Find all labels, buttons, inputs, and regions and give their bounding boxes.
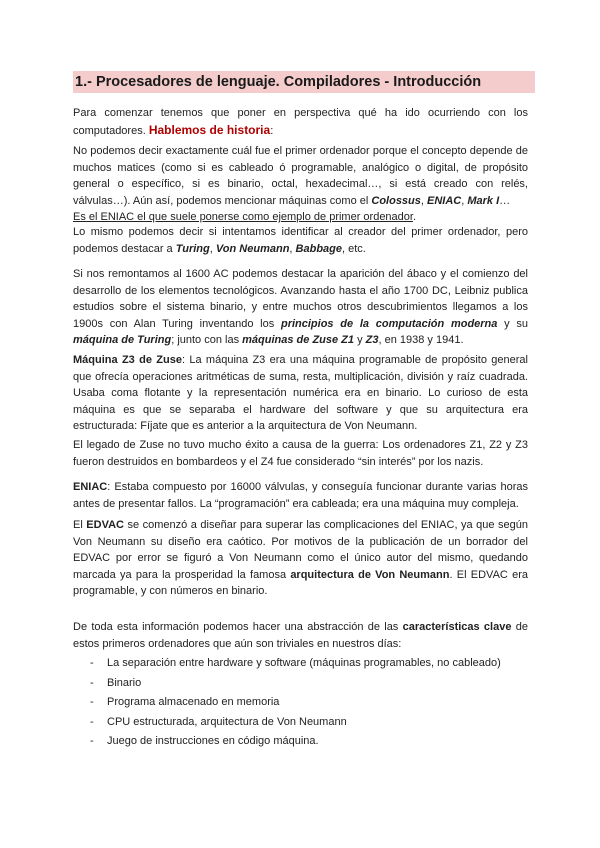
summary-end: de estos primeros ordenadores que aún son triviales en nuestros días: — [73, 621, 528, 650]
edvac-term: EDVAC — [86, 519, 124, 531]
creator-end: , etc. — [342, 242, 366, 255]
paragraph-first-computer — [73, 143, 528, 226]
list-item-text: Binario — [107, 676, 142, 689]
history-sep: ; junto con las — [171, 334, 243, 347]
paragraph-creator — [73, 224, 528, 257]
paragraph-eniac — [73, 479, 528, 512]
period: . — [412, 211, 417, 224]
list-item-text: La separación entre hardware y software (máquinas programables, no cableado) — [107, 657, 501, 669]
history-sep: y su — [497, 317, 528, 330]
vonneumann-term: Von Neumann — [215, 242, 290, 255]
zuse-machines-term: máquinas de Zuse Z1 — [242, 334, 355, 347]
mark-term: Mark I — [467, 194, 500, 207]
paragraph-z3 — [73, 352, 528, 435]
turing-term: Turing — [175, 242, 210, 255]
eniac-text: : Estaba compuesto por 16000 válvulas, y conseguía funcionar durante varias horas antes de presentar fallos. La “programación” era cableada; era una máquina muy compleja. — [73, 481, 528, 510]
sep: , — [209, 242, 216, 255]
sep: , — [289, 242, 296, 255]
page-title: 1.- Procesadores de lenguaje. Compiladores - Introducción — [73, 71, 535, 93]
sep: , — [461, 194, 468, 207]
ellipsis: … — [499, 194, 511, 207]
intro-end: : — [270, 124, 274, 137]
eniac-label: ENIAC — [73, 481, 108, 493]
list-item — [73, 655, 528, 675]
edvac-prefix: El — [73, 519, 87, 531]
list-dash: - — [90, 696, 94, 709]
eniac-term: ENIAC — [427, 194, 462, 207]
list-item-text: CPU estructurada, arquitectura de Von Neumann — [107, 715, 347, 728]
paragraph-history — [73, 266, 528, 349]
list-item — [73, 733, 528, 753]
list-item — [73, 714, 528, 734]
list-dash: - — [90, 735, 94, 748]
paragraph-zuse-legacy — [73, 437, 528, 470]
principios-term: principios de la computación moderna — [280, 317, 498, 330]
key-features-list — [73, 655, 528, 753]
z3-term: Z3 — [365, 334, 379, 347]
list-item — [73, 675, 528, 695]
history-highlight: Hablemos de historia — [148, 122, 271, 137]
first-computer-text: No podemos decir exactamente cuál fue el primer ordenador porque el concepto depende de muchos matices (como si es cableado ó programable, analógico o digital, de propósito general o específico, si es binario, octal, hexadecimal…, si está creado con relés, válvulas…). Aún así, podemos mencionar máquinas como el — [73, 145, 528, 207]
list-item-text: Juego de instrucciones en código máquina. — [107, 735, 319, 748]
paragraph-intro — [73, 105, 528, 139]
z3-text: : La máquina Z3 era una máquina programable de propósito general que ofrecía operaciones aritméticas de suma, resta, multiplicación, división y raíz cuadrada. Usaba coma flotante y la representación numérica era en binario. Lo curioso de esta máquina es que se separaba el hardware del software y que su arquitectura era estructurada: Fíjate que es anterior a la arquitectura de Von Neumann. — [73, 354, 528, 433]
edvac-end: . El EDVAC era programable, y con números en binario. — [73, 568, 528, 598]
z3-label: Máquina Z3 de Zuse — [73, 354, 182, 366]
list-item — [73, 694, 528, 714]
intro-text: Para comenzar tenemos que poner en perspectiva qué ha ido ocurriendo con los computadores. — [73, 107, 528, 137]
vonneumann-architecture-term: arquitectura de Von Neumann — [290, 568, 450, 581]
edvac-text: se comenzó a diseñar para superar las complicaciones del ENIAC, ya que según Von Neumann su diseño era caótico. Por motivos de la publicación de un borrador del EDVAC por error se figuró a Von Neumann como el único autor del mismo, quedando marcada ya para la prosperidad la famosa — [73, 519, 528, 581]
list-dash: - — [90, 715, 94, 728]
turing-machine-term: máquina de Turing — [73, 334, 172, 347]
key-features-term: características clave — [402, 621, 512, 633]
list-dash: - — [90, 676, 94, 689]
list-dash: - — [90, 657, 94, 669]
paragraph-summary — [73, 619, 528, 652]
sep: , — [420, 194, 428, 207]
babbage-term: Babbage — [295, 242, 343, 255]
colossus-term: Colossus — [371, 194, 421, 207]
summary-text: De toda esta información podemos hacer una abstracción de las — [73, 621, 403, 633]
history-text: Si nos remontamos al 1600 AC podemos destacar la aparición del ábaco y el comienzo del desarrollo de los elementos tecnológicos. Avanzando hasta el año 1700 DC, Leibniz publica estudios sobre el sistema binario, y entre muchos otros descubrimientos llegamos a los 1900s con Alan Turing inventando los — [73, 268, 528, 330]
list-item-text: Programa almacenado en memoria — [107, 696, 280, 709]
paragraph-edvac — [73, 517, 528, 600]
eniac-underline-sentence: Es el ENIAC el que suele ponerse como ejemplo de primer ordenador — [73, 211, 413, 224]
history-end: , en 1938 y 1941. — [378, 334, 464, 347]
zuse-legacy-text: El legado de Zuse no tuvo mucho éxito a causa de la guerra: Los ordenadores Z1, Z2 y Z3 fueron destruidos en bombardeos y el Z4 fue considerado “sin interés” por los nazis. — [73, 439, 528, 468]
history-sep: y — [354, 334, 366, 347]
creator-text: Lo mismo podemos decir si intentamos identificar al creador del primer ordenador, pero podemos destacar a — [73, 226, 528, 255]
